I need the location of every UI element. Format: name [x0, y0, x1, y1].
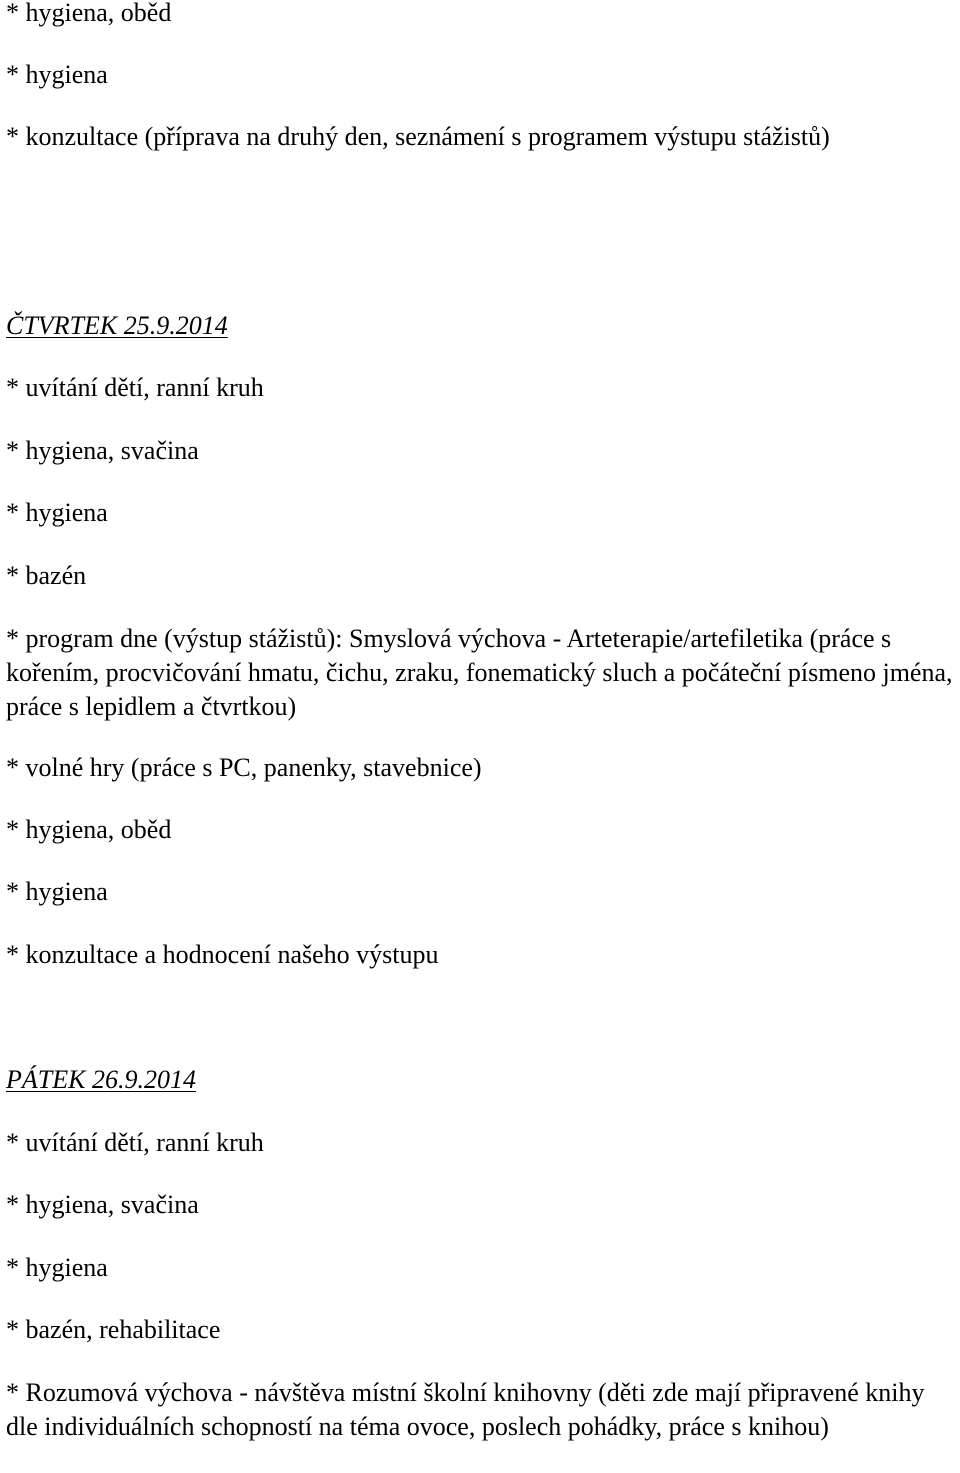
schedule-item: * hygiena	[6, 60, 108, 89]
day-heading-friday: PÁTEK 26.9.2014	[6, 1065, 196, 1094]
day-heading-thursday: ČTVRTEK 25.9.2014	[6, 311, 228, 340]
schedule-item: * bazén	[6, 561, 87, 590]
schedule-item: * bazén, rehabilitace	[6, 1315, 221, 1344]
schedule-item: * hygiena, oběd	[6, 815, 172, 844]
schedule-item: * hygiena	[6, 877, 108, 906]
schedule-item: * hygiena	[6, 1253, 108, 1282]
schedule-item: * konzultace (příprava na druhý den, seznámení s programem výstupu stážistů)	[6, 122, 830, 151]
schedule-item: * konzultace a hodnocení našeho výstupu	[6, 940, 439, 969]
schedule-item: * uvítání dětí, ranní kruh	[6, 1128, 264, 1157]
schedule-item: * hygiena, svačina	[6, 436, 199, 465]
schedule-item-program: * program dne (výstup stážistů): Smyslová výchova - Arteterapie/artefiletika (práce s kořením, procvičování hmatu, čichu, zraku, fonematický sluch a počáteční písmeno jména, práce s lepidlem a čtvrtkou)	[6, 624, 953, 721]
schedule-item-program: * Rozumová výchova - návštěva místní školní knihovny (děti zde mají připravené knihy dle individuálních schopností na téma ovoce, poslech pohádky, práce s knihou)	[6, 1378, 925, 1441]
schedule-item: * hygiena, svačina	[6, 1190, 199, 1219]
schedule-item: * volné hry (práce s PC, panenky, stavebnice)	[6, 753, 482, 782]
schedule-item: * hygiena	[6, 498, 108, 527]
schedule-item: * hygiena, oběd	[6, 0, 172, 27]
schedule-item: * uvítání dětí, ranní kruh	[6, 373, 264, 402]
